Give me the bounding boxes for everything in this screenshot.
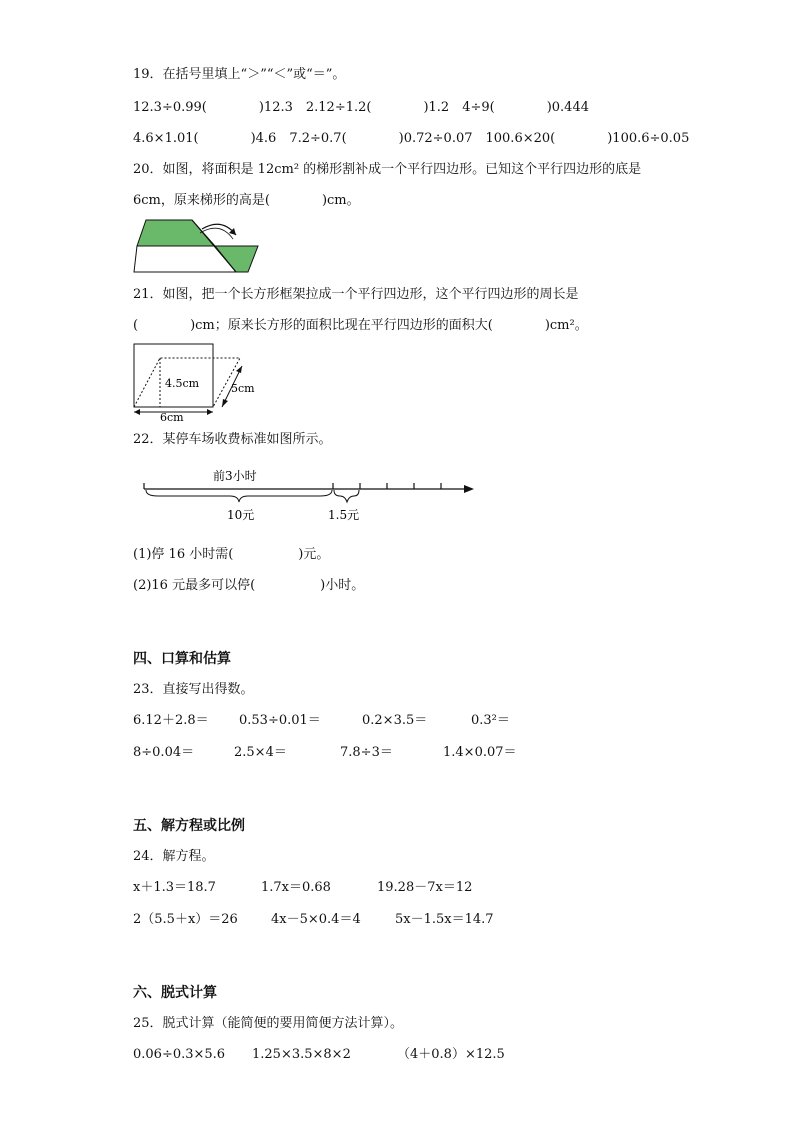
q24-item: 4x－5×0.4＝4 <box>271 912 361 927</box>
brace-next-hour <box>334 490 359 502</box>
base-label: 6cm <box>160 411 184 424</box>
q22-sub-1: (1)停 16 小时需( )元。 <box>133 547 330 562</box>
q23-item: 2.5×4＝ <box>234 745 287 760</box>
q23-item: 1.4×0.07＝ <box>443 745 517 760</box>
q22-sub-2: (2)16 元最多可以停( )小时。 <box>133 578 365 593</box>
q20-line-1: 20．如图，将面积是 12cm² 的梯形割补成一个平行四边形。已知这个平行四边形的底是 <box>133 162 642 177</box>
q23-row-2 <box>133 745 517 825</box>
q25-item: 1.25×3.5×8×2 <box>252 1047 351 1062</box>
q19-row-1: 12.3÷0.99( )12.3 2.12÷1.2( )1.2 4÷9( )0.444 <box>133 100 589 115</box>
q19-row-2: 4.6×1.01( )4.6 7.2÷0.7( )0.72÷0.07 100.6×20( )100.6÷0.05 <box>133 131 690 146</box>
q24-item: 1.7x＝0.68 <box>261 880 331 895</box>
side-label: 5cm <box>231 382 255 395</box>
q21-line-2: ( )cm；原来长方形的面积比现在平行四边形的面积大( )cm²。 <box>133 318 588 333</box>
first-3-hours-label: 前3小时 <box>213 469 257 483</box>
rectangle-parallelogram-figure <box>128 340 268 424</box>
q23-item: 0.2×3.5＝ <box>362 713 428 728</box>
right-price-label: 1.5元 <box>328 508 360 522</box>
q23-item: 8÷0.04＝ <box>133 745 195 760</box>
q24-title: 24．解方程。 <box>133 849 215 864</box>
q24-item: 2（5.5＋x）＝26 <box>133 912 238 927</box>
rectangle-frame <box>134 344 213 407</box>
parking-fee-figure <box>138 462 483 526</box>
axis-arrow-head <box>464 485 474 493</box>
section-5-heading: 五、解方程或比例 <box>133 818 245 834</box>
q23-item: 7.8÷3＝ <box>340 745 393 760</box>
section-6-heading: 六、脱式计算 <box>133 985 217 1001</box>
q22-line-1: 22．某停车场收费标准如图所示。 <box>133 432 332 447</box>
q23-item: 6.12＋2.8＝ <box>133 713 209 728</box>
q25-row-1 <box>133 1047 505 1111</box>
q20-line-2: 6cm，原来梯形的高是( )cm。 <box>133 193 360 208</box>
q25-item: （4＋0.8）×12.5 <box>397 1047 505 1062</box>
q23-title: 23．直接写出得数。 <box>133 682 254 697</box>
section-4-heading: 四、口算和估算 <box>133 651 231 667</box>
q24-item: 5x－1.5x＝14.7 <box>395 912 494 927</box>
q23-item: 0.3²＝ <box>471 713 510 728</box>
q25-title: 25．脱式计算（能简便的要用简便方法计算）。 <box>133 1016 404 1031</box>
q24-item: 19.28－7x＝12 <box>377 880 473 895</box>
q25-item: 0.06÷0.3×5.6 <box>133 1047 226 1062</box>
q24-item: x＋1.3＝18.7 <box>133 880 216 895</box>
q24-row-2 <box>133 912 494 976</box>
q23-item: 0.53÷0.01＝ <box>239 713 321 728</box>
q21-line-1: 21．如图，把一个长方形框架拉成一个平行四边形，这个平行四边形的周长是 <box>133 287 579 302</box>
left-price-label: 10元 <box>227 508 255 522</box>
trapezoid-figure <box>130 215 265 277</box>
brace-first-3-hours <box>146 490 332 502</box>
height-label: 4.5cm <box>165 377 200 390</box>
q19-title: 19．在括号里填上“＞”“＜”或“＝”。 <box>133 67 346 82</box>
